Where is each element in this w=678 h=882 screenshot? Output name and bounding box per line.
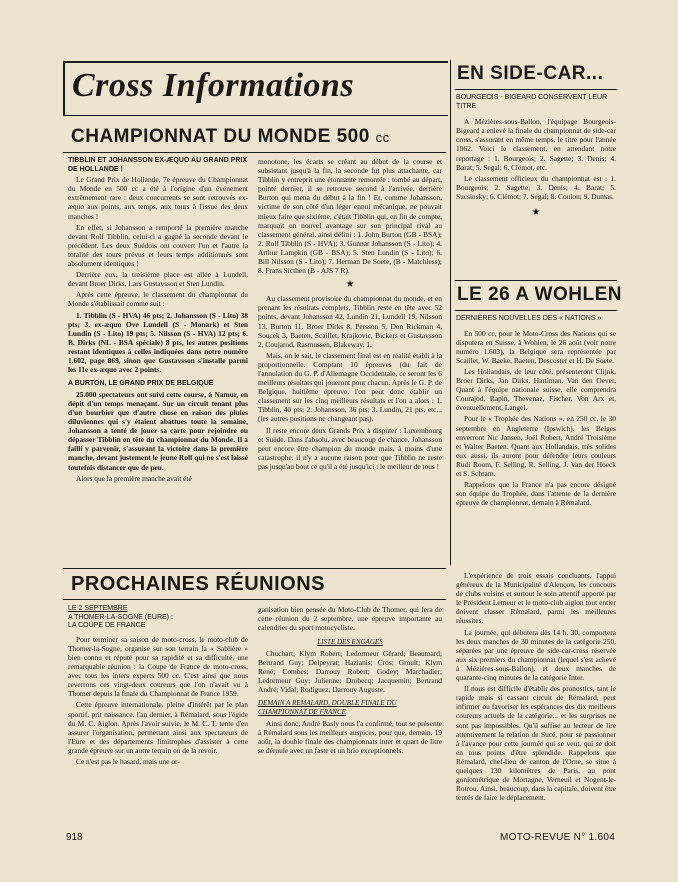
star-divider: ★: [531, 207, 541, 219]
magazine-footer: MOTO-REVUE N° 1.604: [500, 832, 616, 843]
star-divider: ★: [345, 279, 355, 291]
para: Au classement provisoire du championnat du monde, et en prenant les résultats complets, Tibblin reste en tête avec 52 points, devant Johansson 42, Lundin 21, Lundell 19, Nilsson 13, Burton 11, Broer Dirks 8, Persson 5, Don Rickman 4, Soucek 3, Baeten, Scaillet, Krajkovic, Bickers et Gustavsson 2, Coujarod, Rasmussen, Blakeway, 1.: [258, 294, 442, 349]
para: Cette épreuve internationale, pleine d'intérêt par le plan sportif, prit naissance, l'an dernier, à Rémalard, sous l'égide du M. C. Aiglon. Après l'avoir suivie, le M. C. T. tente d'en assurer l'organisation, permettant ainsi aux spectateurs de l'Eure et des départements limitrophes d'assister à cette grande épreuve sur un autre terrain ou de la revoir.: [68, 700, 248, 755]
prochaines-rule-top: [63, 568, 446, 569]
para: Pour terminer sa saison de moto-cross, le moto-club de Thomer-la-Sogne, organise sur son terrain la « Sablière » bien connu et réputé pour sa rapidité et sa difficulté, une remarquable réunion : la Coupe de France de moto-cross, avec tous les inters experts 500 cc. C'est ainsi que nous reverrons ces vingt-deux coureurs que l'on n'avait vu à Thomer depuis la finale du Championnat de France 1959.: [68, 634, 248, 699]
wohlen-rule-top: [455, 280, 617, 281]
para: Mais, on le sait, le classement final est en réalité établi à la proportionnelle. Comptant 10 épreuves (du fait de l'annulation du G. P. d'Allemagne Occidentale, ce seront les 6 meilleurs résultats qui joueront pour chacun. Après le G. P. de Belgique, huitième épreuve, l'on peut donc établir un classement sur les cinq meilleurs résultats et l'on a alors : 1. Tibblin, 40 pts; 2. Johansson, 36 pts; 3. Lundin, 21 pts, etc... (les autres positions ne changeant pas).: [258, 350, 442, 424]
wohlen-rule: [455, 310, 617, 311]
para: Alors que la première manche avait été: [76, 473, 192, 483]
sidecar-title: EN SIDE-CAR...: [457, 63, 604, 84]
championnat-title: [71, 126, 390, 149]
para: Le Grand Prix de Hollande, 7e épreuve du Championnat du Monde en 500 cc a été à l'origine d'un événement extrêmement rare : deux concurrents se sont retrouvés ex-æquo aux points, aux temps, aux tours à l'issue des deux manches !: [68, 175, 248, 221]
liste-title: LISTE DES ENGAGES: [317, 638, 383, 647]
page-number: 918: [66, 832, 83, 843]
cross-col1-sub2: A BURTON, LE GRAND PRIX DE BELGIQUE: [68, 380, 214, 388]
para: L'expérience de trois essais concluants, l'appui généreux de la Municipalité d'Alençon, les concours de clubs voisins et surtout le soin attentif apporté par le Président Lemeur et le moto-club aiglon tout entier doivent classer Rémalard, parmi les meilleures réussites.: [456, 571, 616, 626]
remalard-title: DEMAIN A REMALARD, DOUBLE FINALE DU CHAMPIONNAT DE FRANCE: [258, 699, 397, 716]
para: ganisation bien pensée du Moto-Club de Thomer, qui fera de cette réunion du 2 septembre, une épreuve importante au calendrier du sport motocycliste.: [258, 605, 442, 633]
para: Pour le « Trophée des Nations », en 250 cc, le 30 septembre en Angleterre (Ipswich), les Belges enverront Nic Jansen, Joël Robert, André Troisième et Walter Baeten. Quant aux Hollandais, très solides eux aussi, ils auront pour défendre leurs couleurs Rudi Room, F. Selling, R. Selling, J. Van der Hoeck et S. Schram.: [456, 414, 616, 478]
prochaines-col3: [456, 571, 616, 804]
para: 1. Tibblin (S - HVA) 46 pts; 2. Johansson (S - Lito) 38 pts; 3. ex-æquo Ove Lundell (S - Monark) et Sten Lundin (S - Lito) 19 pts; 5. Nilsson (S - HVA) 12 pts; 6. B. Dirks (NL - BSA spéciale) 8 pts, les autres positions restant identiques à celles indiquées dans notre numéro 1.602, page 869, sinon que Gustavsson s'installe parmi les 11e ex-æquo avec 2 points.: [68, 310, 248, 375]
para: Il reste encore deux Grands Prix à disputer : Luxembourg et Suède. Dans l'absolu, avec beaucoup de chance, Johansson peut encore être champion du monde mais, à moins d'une catastrophe, il n'y a aucune raison pour que Tibblin ne reste pas jusqu'au bout ce qu'il a été jusqu'ici : le meilleur de tous !: [258, 425, 442, 471]
wohlen-title: LE 26 A WOHLEN: [457, 284, 622, 305]
wohlen-body: [456, 315, 616, 509]
para: monotone, les écarts se créant au début de la course et subsistant jusqu'à la fin, la seconde fut plus attachante, car Tibblin y entreprit une étonnante remontée : tombé au départ, pointé dernier, il se retrouve second à l'arrivée, derrière Burton qui mena du début à la fin ! Et, comme Johansson, victime de son côté d'un léger ennui mécanique, ne pouvait mieux faire que sixième, c'était Tibblin qui, en fin de compte, marquait un nouvel avantage sur son principal rival au classement général, ainsi défini : 1. John Burton (GB - BSA); 2. Rolf Tibblin (S - HVA); 3. Gunnar Johansson (S - Lito); 4. Arthur Lampkin (GB - BSA); 5. Sten Lundin (S - Lito); 6. Bill Nilsson (S - Lito); 7. Herman De Soete, (B - Matchless); 8. Frans Sicthen (B - AJS 7 R).: [258, 157, 442, 276]
para: Après cette épreuve, le classement du championnat du Monde s'établissait comme suit :: [68, 290, 248, 309]
para: Les Hollandais, de leur côté, présenteront Clijnk, Broer Dirks, Jan Dirks, Hartiman, Van den Oever, Quant à l'équipe nationale suisse, elle comprendra Courajod, Rapin, Thevenaz, Fischer, Von Arx et, éventuellement, Langel.: [456, 366, 616, 413]
sidecar-sub: BOURGEOIS - BIGEARD CONSERVENT LEUR TITRE: [456, 94, 608, 110]
prochaines-col2: [258, 605, 442, 757]
para: Il nous est difficile d'établir des pronostics, tant le rapide mais si cassant circuit de Rémalard, peut infirmer ou favoriser les espérances des dix meilleurs coureurs actuels de la catégorie... et les surprises ne sont pas impossibles. Qu'il suffise au lecteur de lire attentivement la relation de Sucé, pour se passionner à l'avance pour cette journée qui se veut, qui se doit en tous points d'être splendide. Rappelons que Rémalard, chef-lieu de canton de l'Orne, se situe à quelques 130 kilomètres de Paris, au pont goniométrique de Mortagne, Verneuil et Nogent-le-Rotrou. Ainsi, beaucoup, dans la capitale, doivent être tentés de faire le déplacement.: [456, 684, 616, 803]
wohlen-sub: DERNIÈRES NOUVELLES DES « NATIONS »: [456, 315, 602, 322]
cross-col2: [258, 157, 442, 473]
championnat-title-cc: cc: [375, 130, 390, 145]
prochaines-date: LE 2 SEPTEMBRE: [68, 605, 128, 612]
section-banner: Cross Informations: [72, 67, 355, 104]
para: Ce n'est pas le hasard, mais une or-: [76, 757, 180, 766]
para: A Mézières-sous-Ballon, l'équipage Bourgeois-Bigeard a enlevé la finale du championnat de side-car cross, s'assurant en même temps, le titre pour l'année 1962. Voici le classement, en attendant notre reportage : 1. Bourgeois; 2. Sagette; 3. Denis; 4. Barat; 5. Segal; 6. Clémot, etc.: [456, 117, 616, 172]
para: Le classement officieux du championnat est : 1. Bourgeois; 2. Sagette; 3. Denis; 4. Barat; 5. Sucsinsky; 6. Clémot; 7. Segal; 8. Coulon; 9. Dumas.: [456, 173, 616, 201]
vertical-divider: [450, 60, 451, 565]
para: En 500 cc, pour le Moto-Cross des Nations qui se disputera en Suisse, à Wohlen, le 26 août (voir notre numéro 1.603), la Belgique sera représentée par Scaillet, W. Baeke, Baeten, Descoster et H. De Soete.: [456, 328, 616, 365]
para: Derrière eux, la troisième place est allée à Lundell, devant Broer Dirks, Lars Gustavsson et Sten Lundin.: [68, 270, 248, 289]
prochaines-place: A THOMER-LA-SOGNE (EURE) :: [68, 613, 173, 621]
para: La journée, qui débutera dès 14 h. 30, comportera les deux manches de 30 minutes de la catégorie 250, séparées par une épreuve de side-car-cross réservée aux six premiers du championnat (lequel s'est achevé à Mézières-sous-Ballon), et deux manches de quarante-cinq minutes de la catégorie Inter.: [456, 627, 616, 683]
sidecar-body: [456, 94, 616, 222]
liste-engages: Chuchart; Klym Robert; Ledormeur Gérard; Beaumard; Bertrand Guy; Delpeyrat; Hazianis; Cros; Groult; Klym René; Combes; Darrouy Robert; Godey; Marchadier; Ledormeur Guy; Julienne; Drobecq; Jacquemin; Bertrand André; Vidal; Rodiguez; Darrouy Auguste.: [258, 648, 442, 695]
prochaines-event: LA COUPE DE FRANCE: [68, 622, 146, 630]
para: En effet, si Johansson a remporté la première manche devant Rolf Tibblin, celui-ci a gagné la seconde devant le précédent. Les deux Suédois ont couvert l'un et l'autre la totalité des tours prévus et leurs temps additionnés sont absolument identiques !: [68, 222, 248, 269]
para: 25.000 spectateurs ont suivi cette course, à Namur, en dépit d'un temps menaçant. Sur un circuit tenant plus d'un bourbier que d'autre chose en raison des pluies diluviennes qui s'y étaient abattues toute la semaine, Johansson a tenté de jouer sa carte pour rejoindre ou dépasser Tibblin en tête du championnat du Monde. Il a failli y parvenir, s'assurant la victoire dans la première manche, devant justement le jeune Rolf qui ne s'est laissé toutefois distancer que de peu.: [68, 389, 248, 472]
para: Rappelons que la France n'a pas encore désigné son équipe du Trophée, dans l'attente de la dernière épreuve de championnat, demain à Rémalard.: [456, 480, 616, 508]
sidecar-rule: [455, 89, 617, 90]
championnat-rule: [63, 152, 446, 153]
prochaines-title: PROCHAINES RÉUNIONS: [71, 573, 325, 595]
para: Ainsi donc, André Basly nous l'a confirmé, tout se présente à Rémalard sous les meilleurs auspices, pour que, demain, 19 août, la double finale des championnats inter et quart de litre se déroule avec un faste et un brio exceptionnels.: [258, 718, 442, 755]
prochaines-rule: [63, 599, 446, 600]
championnat-title-text: CHAMPIONNAT DU MONDE 500: [71, 126, 370, 147]
prochaines-col1: [68, 605, 248, 768]
cross-col1-sub1: TIBBLIN ET JOHANSSON EX-ÆQUO AU GRAND PRIX DE HOLLANDE !: [68, 157, 248, 173]
cross-col1: [68, 157, 248, 485]
